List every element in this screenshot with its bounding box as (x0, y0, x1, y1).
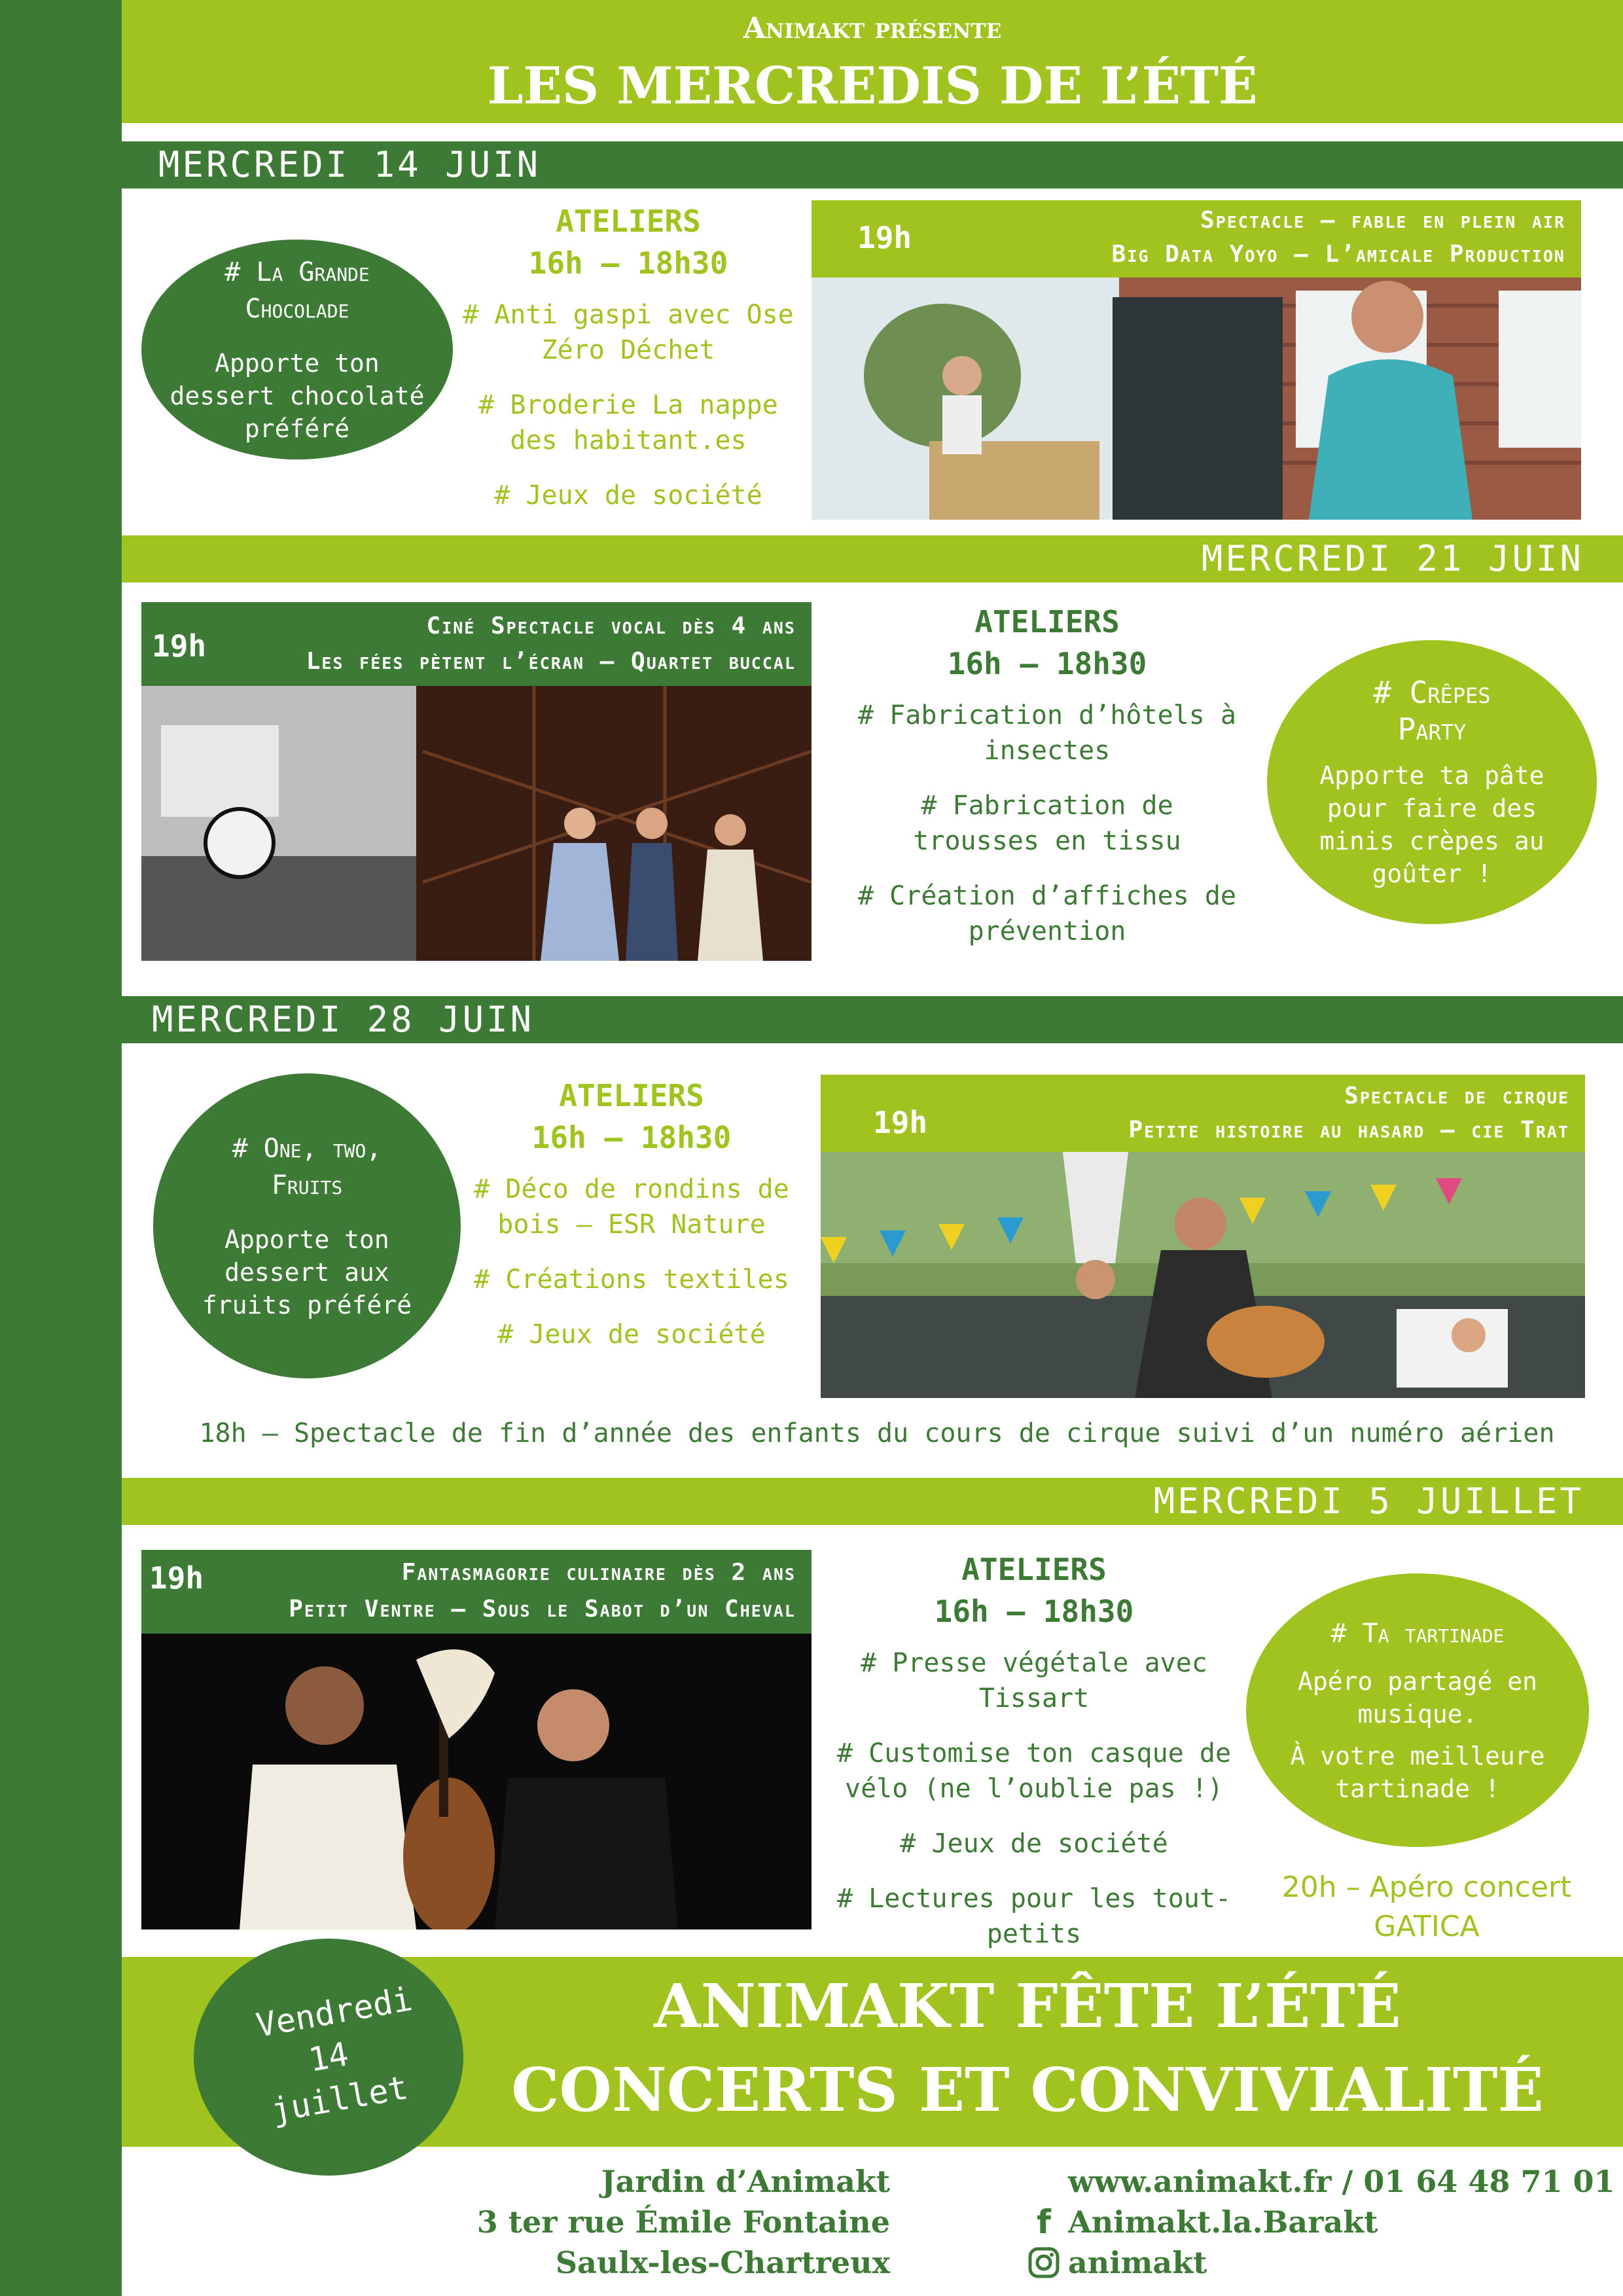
atelier-item: # Customise ton casque de vélo (ne l’oublie pas !) (836, 1738, 1232, 1804)
circle-text-2: À votre meilleure tartinade ! (1290, 1742, 1545, 1803)
show-line-2: Petite histoire au hasard – cie Trat (1128, 1117, 1569, 1143)
facebook-row[interactable] (1027, 2202, 1616, 2242)
ateliers-hours: 16h – 18h30 (934, 1594, 1134, 1629)
show-line-2: Les fées pètent l’écran – Quartet buccal (306, 648, 796, 675)
show-line-1: Spectacle de cirque (1344, 1083, 1569, 1109)
circle-title: # Crêpes Party (1373, 675, 1491, 747)
show-banner (141, 602, 812, 686)
show-line-1: Spectacle – fable en plein air (1200, 207, 1565, 234)
show-photo (821, 1152, 1585, 1398)
show-line-2: Petit Ventre – Sous le Sabot d’un Cheval (289, 1596, 796, 1623)
address-line: Saulx-les-Chartreux (555, 2245, 890, 2280)
show-line-2: Big Data Yoyo – L’amicale Production (1111, 241, 1565, 268)
circle-title: # Ta tartinade (1330, 1619, 1505, 1649)
circus-note: 18h – Spectacle de fin d’année des enfants du cours de cirque suivi d’un numéro aérien (199, 1418, 1555, 1448)
footer-contact (1027, 2161, 1616, 2283)
facebook-handle: Animakt.la.Barakt (1068, 2204, 1378, 2240)
theme-circle (1267, 640, 1597, 924)
show-time: 19h (152, 628, 207, 664)
date-label: MERCREDI 21 JUIN (1201, 538, 1584, 579)
ateliers-heading: ATELIERS (556, 204, 701, 239)
atelier-item: # Jeux de société (900, 1829, 1168, 1859)
finale-title-2: CONCERTS ET CONVIVIALITÉ (511, 2054, 1544, 2125)
show-time: 19h (857, 220, 912, 255)
date-label: MERCREDI 28 JUIN (152, 999, 535, 1040)
circle-title: # One, two, Fruits (232, 1134, 382, 1200)
atelier-item: # Fabrication d’hôtels à insectes (858, 700, 1236, 766)
atelier-item: # Création d’affiches de prévention (858, 881, 1236, 946)
atelier-item: # Fabrication de trousses en tissu (913, 791, 1181, 856)
date-bar-28-juin (122, 996, 1623, 1043)
concert-line-1: 20h – Apéro concert (1281, 1871, 1572, 1904)
show-photo (141, 1634, 812, 1929)
circle-title: # La Grande Chocolade (224, 257, 370, 324)
atelier-item: # Lectures pour les tout-petits (836, 1884, 1232, 1949)
finale-title-1: ANIMAKT FÊTE L’ÉTÉ (654, 1971, 1401, 2041)
instagram-icon (1027, 2246, 1060, 2279)
show-photo (141, 686, 812, 961)
date-bar-5-juillet (122, 1478, 1623, 1525)
show-banner (141, 1550, 812, 1634)
ateliers-heading: ATELIERS (974, 604, 1120, 639)
atelier-item: # Créations textiles (474, 1265, 789, 1295)
date-label: MERCREDI 5 JUILLET (1153, 1480, 1584, 1522)
show-banner (812, 200, 1581, 278)
ateliers-block (452, 200, 805, 513)
finale-date-text: Vendredi 14 juillet (253, 1979, 416, 2130)
date-bar-14-juin (122, 141, 1623, 188)
atelier-item: # Jeux de société (497, 1319, 766, 1350)
finale-date-badge (194, 1939, 463, 2176)
show-line-1: Fantasmagorie culinaire dès 2 ans (401, 1559, 796, 1586)
circle-text: Apporte ta pâte pour faire des minis crèpes au goûter ! (1319, 761, 1544, 888)
header-band (122, 0, 1623, 123)
ateliers-heading: ATELIERS (961, 1552, 1107, 1587)
address-line: 3 ter rue Émile Fontaine (476, 2204, 890, 2240)
atelier-item: # Jeux de société (494, 480, 762, 511)
show-line-1: Ciné Spectacle vocal dès 4 ans (426, 613, 796, 639)
theme-circle (141, 240, 453, 459)
circle-text: Apporte ton dessert chocolaté préféré (169, 349, 425, 443)
date-label: MERCREDI 14 JUIN (158, 144, 541, 185)
concert-line-2: GATICA (1374, 1910, 1480, 1943)
left-sidebar-stripe (0, 0, 122, 2296)
footer-address (458, 2161, 890, 2283)
date-bar-21-juin (122, 535, 1623, 583)
facebook-icon: f (1037, 2203, 1051, 2241)
theme-circle (153, 1073, 461, 1378)
ateliers-heading: ATELIERS (559, 1078, 704, 1113)
ateliers-block (458, 1075, 805, 1352)
show-photo (812, 278, 1581, 520)
page-title: LES MERCREDIS DE L’ÉTÉ (487, 56, 1258, 116)
theme-circle (1246, 1573, 1589, 1847)
website-link[interactable]: www.animakt.fr / 01 64 48 71 01 (1068, 2164, 1615, 2199)
atelier-item: # Anti gaspi avec Ose Zéro Déchet (463, 300, 794, 365)
ateliers-hours: 16h – 18h30 (528, 245, 728, 281)
ateliers-block (851, 601, 1243, 949)
presenter-line: Animakt présente (743, 12, 1002, 45)
atelier-item: # Déco de rondins de bois – ESR Nature (474, 1174, 789, 1240)
atelier-item: # Broderie La nappe des habitant.es (478, 390, 778, 456)
show-time: 19h (873, 1105, 928, 1140)
ateliers-block (831, 1549, 1237, 1952)
atelier-item: # Presse végétale avec Tissart (861, 1648, 1207, 1713)
show-banner (821, 1075, 1585, 1152)
instagram-handle: animakt (1068, 2245, 1207, 2280)
ateliers-hours: 16h – 18h30 (947, 646, 1147, 681)
circle-text: Apéro partagé en musique. (1297, 1667, 1538, 1729)
circle-text: Apporte ton dessert aux fruits préféré (202, 1225, 412, 1319)
concert-note (1243, 1868, 1610, 1946)
address-line: Jardin d’Animakt (601, 2164, 890, 2199)
show-time: 19h (149, 1560, 204, 1596)
ateliers-hours: 16h – 18h30 (531, 1120, 732, 1155)
instagram-row[interactable] (1027, 2242, 1616, 2283)
